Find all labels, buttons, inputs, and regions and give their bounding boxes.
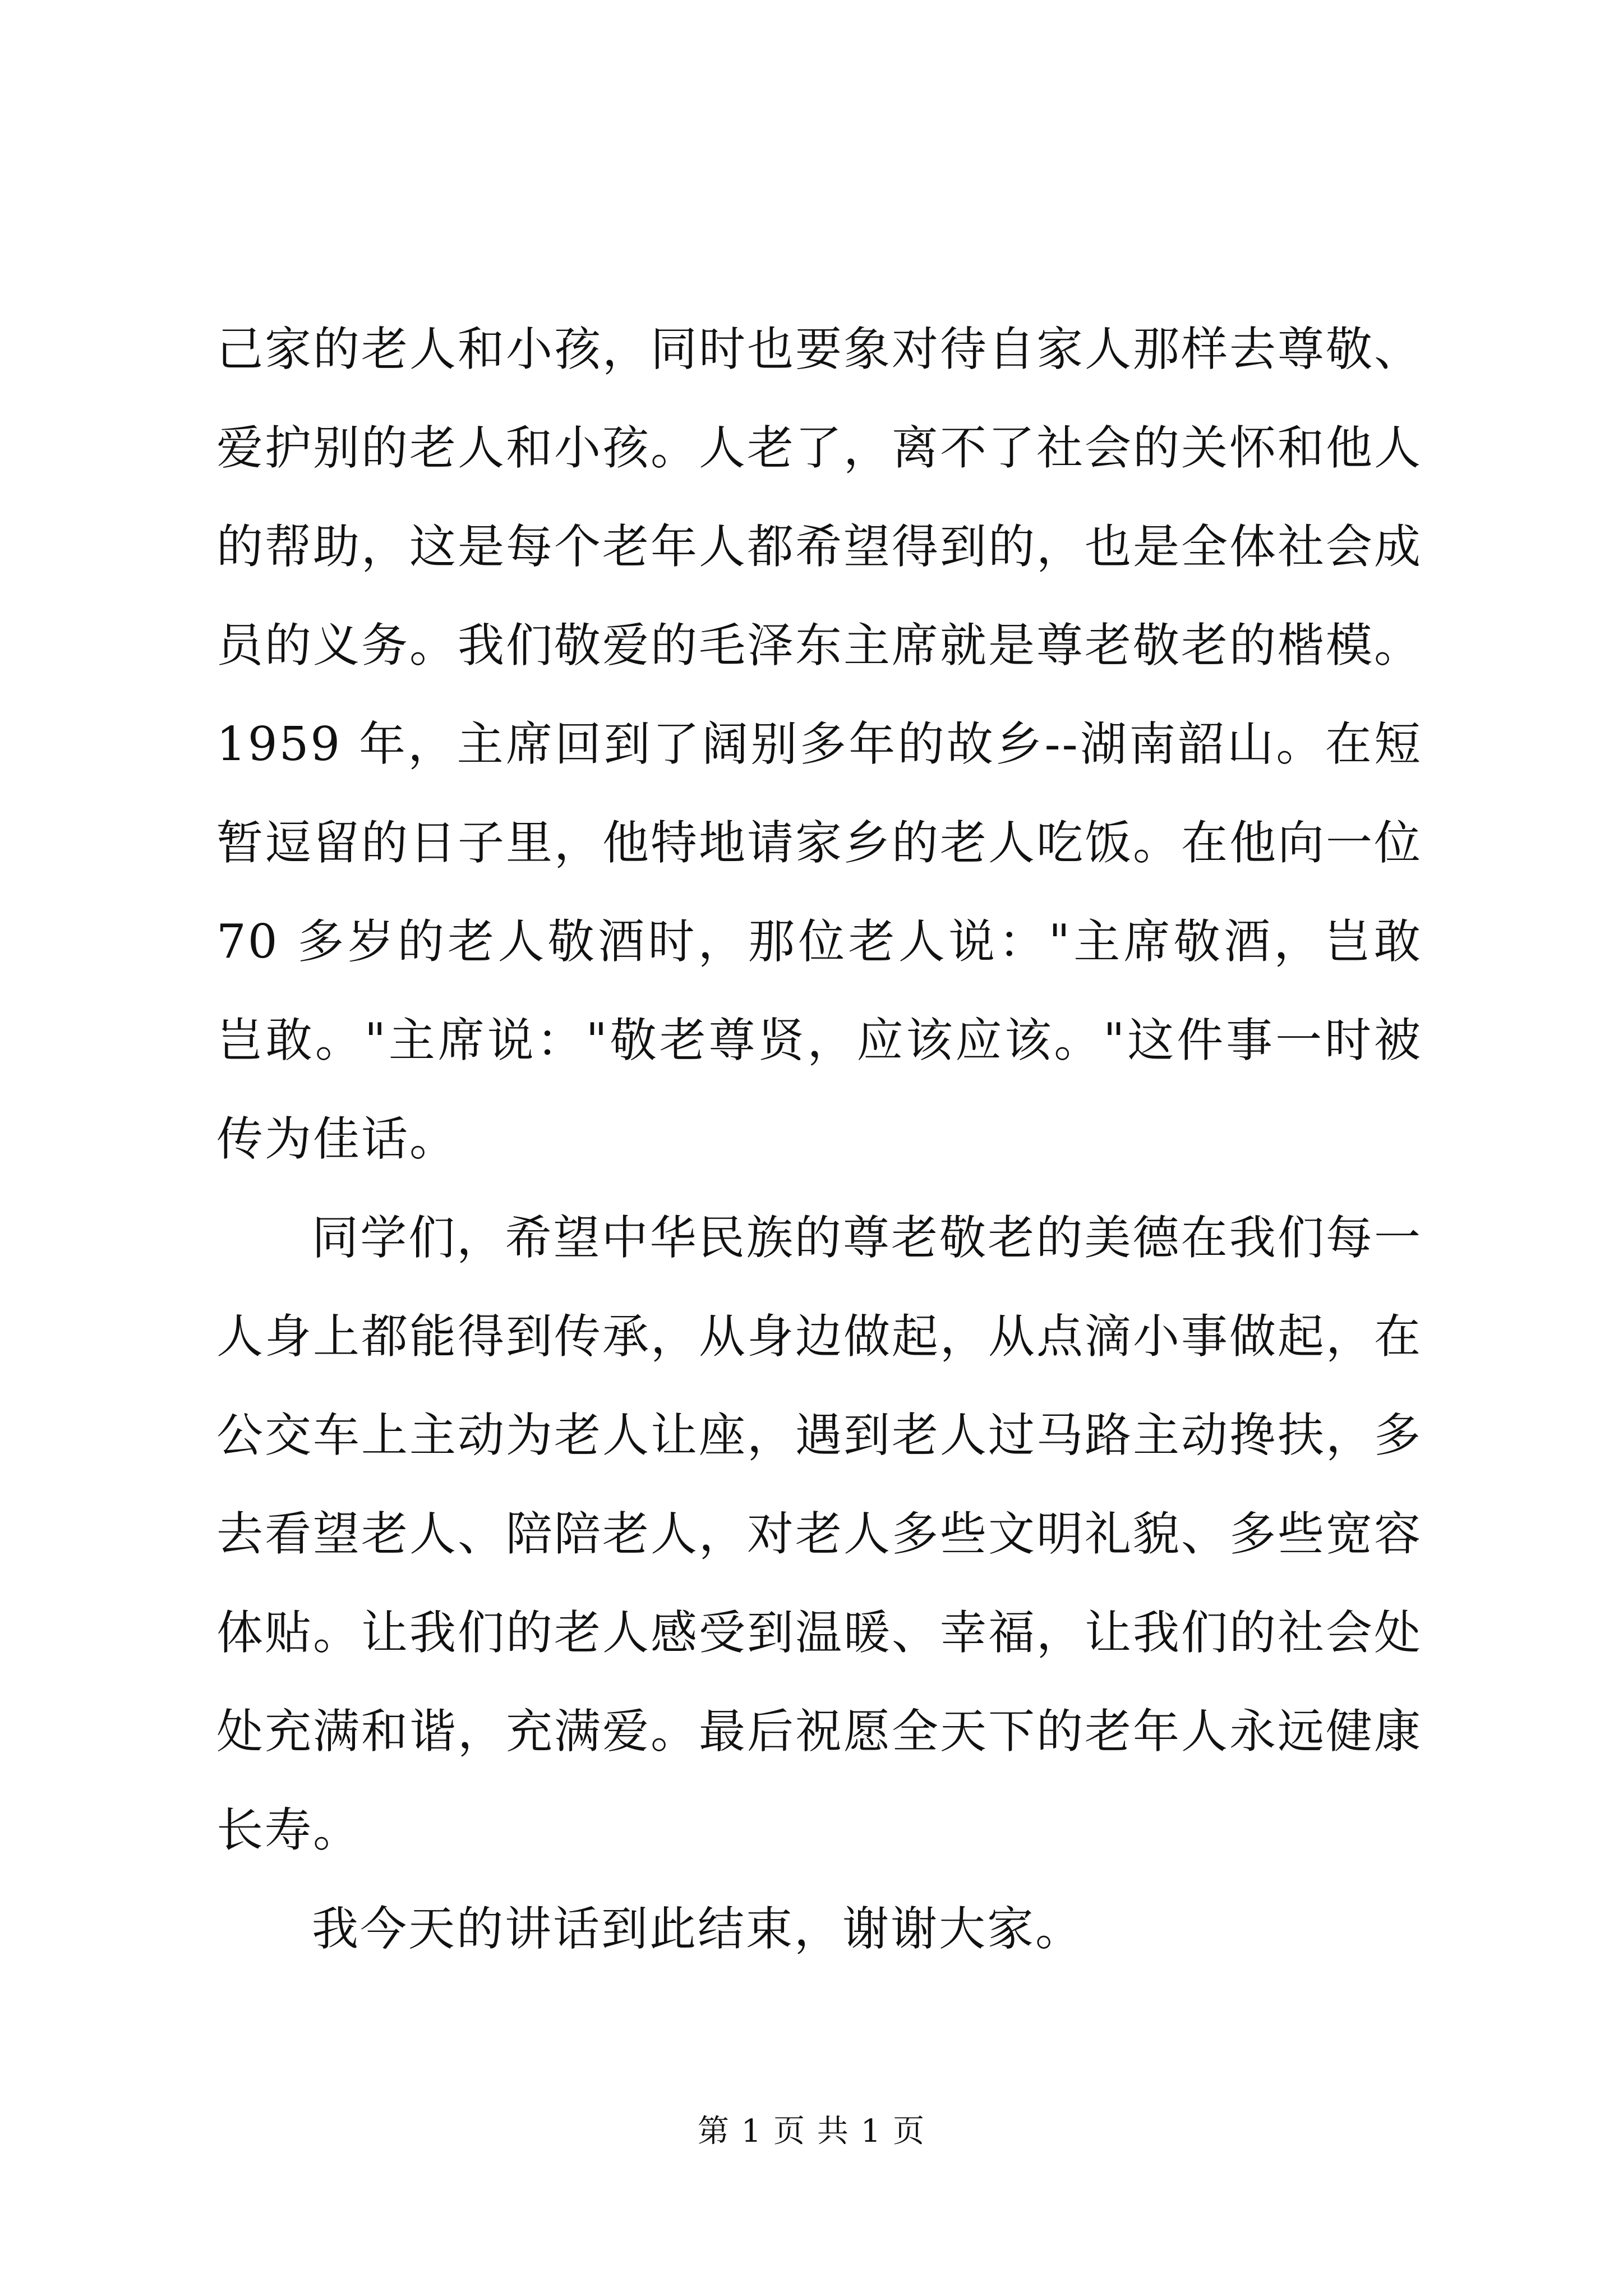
paragraph-continuation: 己家的老人和小孩，同时也要象对待自家人那样去尊敬、爱护别的老人和小孩。人老了，离不了社会的关怀和他人的帮助，这是每个老年人都希望得到的，也是全体社会成员的义务。我们敬爱的毛泽东主席就是尊老敬老的楷模。1959 年，主席回到了阔别多年的故乡--湖南韶山。在短暂逗留的日子里，他特地请家乡的老人吃饭。在他向一位 70 多岁的老人敬酒时，那位老人说："主席敬酒，岂敢岂敢。"主席说："敬老尊贤，应该应该。"这件事一时被传为佳话。 (216, 322, 1422, 1166)
page-number-footer: 第 1 页 共 1 页 (697, 2113, 926, 2150)
paragraph-appeal: 同学们，希望中华民族的尊老敬老的美德在我们每一人身上都能得到传承，从身边做起，从点滴小事做起，在公交车上主动为老人让座，遇到老人过马路主动搀扶，多去看望老人、陪陪老人，对老人多些文明礼貌、多些宽容体贴。让我们的老人感受到温暖、幸福，让我们的社会处处充满和谐，充满爱。最后祝愿全天下的老年人永远健康长寿。 (216, 1211, 1422, 1857)
paragraph-closing: 我今天的讲话到此结束，谢谢大家。 (312, 1902, 1083, 1956)
document-body (216, 300, 1422, 1978)
